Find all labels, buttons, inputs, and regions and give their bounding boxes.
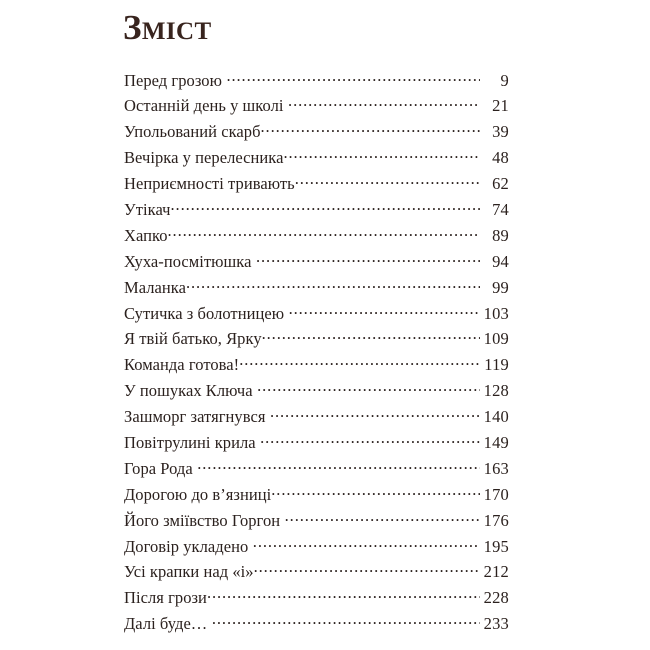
toc-entry-title: Повітрулині крила	[124, 432, 256, 452]
toc-entry-page-number: 89	[492, 225, 509, 245]
toc-entry[interactable]	[124, 535, 509, 561]
toc-entry[interactable]	[124, 613, 509, 639]
toc-dot-leader	[260, 431, 480, 448]
toc-entry-page-number: 103	[483, 303, 509, 323]
toc-entry-page-number: 228	[483, 588, 509, 608]
page-title-rest: МІСТ	[141, 18, 212, 45]
toc-entry-page-number: 212	[483, 562, 509, 582]
toc-dot-leader	[262, 328, 480, 345]
toc-entry-title: Гора Рода	[124, 458, 193, 478]
toc-dot-leader	[254, 561, 480, 578]
toc-entry-page-number: 62	[492, 174, 509, 194]
toc-entry-page-number: 170	[483, 484, 509, 504]
toc-entry-title: Утікач	[124, 199, 171, 219]
toc-entry-page-number: 9	[500, 70, 509, 90]
toc-entry-page-number: 109	[483, 329, 509, 349]
toc-entry-title: Сутичка з болотницею	[124, 303, 285, 323]
toc-entry-page-number: 140	[483, 407, 509, 427]
toc-entry-page-number: 128	[483, 381, 509, 401]
toc-entry-page-number: 176	[483, 510, 509, 530]
toc-entry[interactable]	[124, 483, 509, 509]
toc-entry[interactable]	[124, 509, 509, 535]
toc-entry[interactable]	[124, 95, 509, 121]
toc-entry-title: Вечірка у перелесника	[124, 148, 284, 168]
toc-entry-page-number: 21	[492, 96, 509, 116]
toc-entry-title: Маланка	[124, 277, 186, 297]
toc-entry-title: Усі крапки над «і»	[124, 562, 254, 582]
toc-entry-page-number: 74	[492, 199, 509, 219]
toc-dot-leader	[239, 354, 480, 371]
toc-entry[interactable]	[124, 587, 509, 613]
toc-entry[interactable]	[124, 224, 509, 250]
page-title-initial: З	[123, 8, 142, 47]
toc-entry-title: Його зміївство Горгон	[124, 510, 281, 530]
toc-dot-leader	[197, 457, 480, 474]
toc-dot-leader	[271, 483, 480, 500]
toc-entry[interactable]	[124, 354, 509, 380]
toc-entry[interactable]	[124, 276, 509, 302]
toc-entry-title: Хапко	[124, 225, 168, 245]
toc-entry-page-number: 39	[492, 122, 509, 142]
toc-entry-page-number: 163	[483, 458, 509, 478]
toc-dot-leader	[171, 198, 480, 215]
toc-entry-page-number: 119	[484, 355, 509, 375]
toc-entry-list	[124, 69, 509, 639]
toc-dot-leader	[212, 613, 480, 630]
toc-dot-leader	[285, 509, 480, 526]
toc-entry-page-number: 233	[483, 614, 509, 634]
toc-entry-title: Упольований скарб	[124, 122, 261, 142]
toc-dot-leader	[186, 276, 480, 293]
toc-entry-title: Після грози	[124, 588, 207, 608]
toc-dot-leader	[288, 95, 480, 112]
toc-dot-leader	[270, 406, 480, 423]
toc-dot-leader	[289, 302, 480, 319]
toc-entry[interactable]	[124, 457, 509, 483]
toc-dot-leader	[168, 224, 480, 241]
toc-entry[interactable]	[124, 561, 509, 587]
toc-entry[interactable]	[124, 302, 509, 328]
toc-entry-title: Договір укладено	[124, 536, 249, 556]
toc-entry-title: Зашморг затягнувся	[124, 407, 266, 427]
toc-entry-title: Хуха-посмітюшка	[124, 251, 252, 271]
toc-entry[interactable]	[124, 173, 509, 199]
toc-entry-title: У пошуках Ключа	[124, 381, 253, 401]
toc-entry[interactable]	[124, 380, 509, 406]
toc-entry[interactable]	[124, 121, 509, 147]
toc-entry-page-number: 48	[492, 148, 509, 168]
toc-dot-leader	[253, 535, 480, 552]
toc-entry-title: Перед грозою	[124, 70, 222, 90]
toc-dot-leader	[283, 147, 480, 164]
toc-dot-leader	[295, 173, 480, 190]
toc-entry[interactable]	[124, 198, 509, 224]
toc-dot-leader	[207, 587, 480, 604]
toc-entry-title: Далі буде…	[124, 614, 208, 634]
toc-entry-page-number: 94	[492, 251, 509, 271]
toc-entry-page-number: 149	[483, 432, 509, 452]
toc-entry[interactable]	[124, 69, 509, 95]
toc-entry-title: Останній день у школі	[124, 96, 284, 116]
toc-entry[interactable]	[124, 406, 509, 432]
toc-entry[interactable]	[124, 328, 509, 354]
toc-entry-title: Команда готова!	[124, 355, 240, 375]
page-title	[123, 10, 212, 45]
toc-dot-leader	[226, 69, 480, 86]
toc-entry-page-number: 195	[483, 536, 509, 556]
toc-entry-title: Неприємності тривають	[124, 174, 295, 194]
toc-entry[interactable]	[124, 431, 509, 457]
toc-entry[interactable]	[124, 250, 509, 276]
toc-dot-leader	[256, 250, 480, 267]
toc-dot-leader	[261, 121, 480, 138]
toc-entry[interactable]	[124, 147, 509, 173]
toc-dot-leader	[257, 380, 480, 397]
toc-entry-title: Дорогою до в’язниці	[124, 484, 272, 504]
toc-entry-page-number: 99	[492, 277, 509, 297]
toc-entry-title: Я твій батько, Ярку	[124, 329, 262, 349]
